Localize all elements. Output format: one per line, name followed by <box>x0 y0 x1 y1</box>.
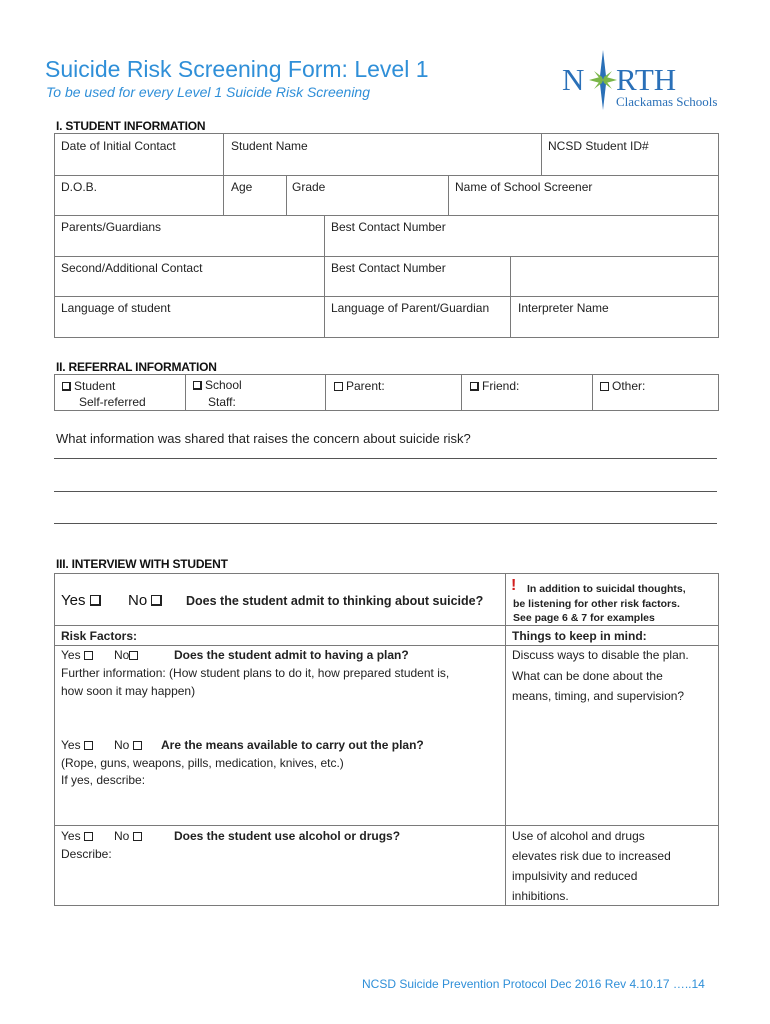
drugs-describe[interactable]: Describe: <box>61 847 112 861</box>
things-to-keep-heading: Things to keep in mind: <box>512 629 647 643</box>
second-contact-field[interactable]: Second/Additional Contact <box>61 261 203 275</box>
referral-student-option[interactable]: Student <box>62 379 115 393</box>
plan-yes-checkbox[interactable] <box>84 651 93 660</box>
means-yes-option[interactable]: Yes <box>61 738 96 752</box>
means-yes-checkbox[interactable] <box>84 741 93 750</box>
concern-question: What information was shared that raises the concern about suicide risk? <box>56 431 471 446</box>
plan-yes-option[interactable]: Yes <box>61 648 96 662</box>
plan-question: Does the student admit to having a plan? <box>174 648 409 662</box>
north-clackamas-logo <box>560 48 725 112</box>
page-footer: NCSD Suicide Prevention Protocol Dec 2016 Rev 4.10.17 …..14 <box>362 977 705 991</box>
student-checkbox[interactable] <box>62 382 71 391</box>
student-name-field[interactable]: Student Name <box>231 139 308 153</box>
drugs-tip-1: Use of alcohol and drugs <box>512 829 645 843</box>
svg-text:RTH: RTH <box>616 62 677 97</box>
compass-star-icon <box>560 48 725 112</box>
answer-line-3[interactable] <box>54 523 717 524</box>
svg-text:Clackamas Schools: Clackamas Schools <box>616 94 718 109</box>
other-checkbox[interactable] <box>600 382 609 391</box>
student-info-heading: I. STUDENT INFORMATION <box>56 119 206 133</box>
ncsd-student-id-field[interactable]: NCSD Student ID# <box>548 139 649 153</box>
drugs-no-option[interactable]: No <box>114 829 145 843</box>
svg-text:N: N <box>562 62 585 97</box>
referral-heading: II. REFERRAL INFORMATION <box>56 360 217 374</box>
plan-further-line-1: Further information: (How student plans to do it, how prepared student is, <box>61 666 450 680</box>
friend-checkbox[interactable] <box>470 382 479 391</box>
note-line-2: be listening for other risk factors. <box>513 598 680 610</box>
referral-other-option[interactable]: Other: <box>600 379 645 393</box>
drugs-tip-2: elevates risk due to increased <box>512 849 671 863</box>
language-parent-field[interactable]: Language of Parent/Guardian <box>331 301 490 315</box>
drugs-yes-option[interactable]: Yes <box>61 829 96 843</box>
referral-parent-option[interactable]: Parent: <box>334 379 385 393</box>
referral-school-sub: Staff: <box>208 395 236 409</box>
note-line-3: See page 6 & 7 for examples <box>513 612 655 624</box>
plan-no-checkbox[interactable] <box>129 651 138 660</box>
referral-student-sub: Self-referred <box>79 395 146 409</box>
plan-tip-2: What can be done about the <box>512 669 663 683</box>
main-question: Does the student admit to thinking about suicide? <box>186 594 484 608</box>
drugs-tip-3: impulsivity and reduced <box>512 869 638 883</box>
grade-field[interactable]: Grade <box>292 180 326 194</box>
means-question: Are the means available to carry out the plan? <box>161 738 424 752</box>
interpreter-name-field[interactable]: Interpreter Name <box>518 301 609 315</box>
drugs-question: Does the student use alcohol or drugs? <box>174 829 401 843</box>
main-yes-checkbox[interactable] <box>90 595 101 606</box>
parents-guardians-field[interactable]: Parents/Guardians <box>61 220 162 234</box>
means-examples: (Rope, guns, weapons, pills, medication, knives, etc.) <box>61 756 344 770</box>
plan-further-line-2: how soon it may happen) <box>61 684 196 698</box>
best-contact-number-field[interactable]: Best Contact Number <box>331 220 446 234</box>
dob-field[interactable]: D.O.B. <box>61 180 98 194</box>
answer-line-2[interactable] <box>54 491 717 492</box>
main-no-option[interactable]: No <box>128 592 165 609</box>
drugs-no-checkbox[interactable] <box>133 832 142 841</box>
school-checkbox[interactable] <box>193 381 202 390</box>
age-field[interactable]: Age <box>231 180 253 194</box>
means-no-checkbox[interactable] <box>133 741 142 750</box>
plan-tip-1: Discuss ways to disable the plan. <box>512 648 689 662</box>
drugs-yes-checkbox[interactable] <box>84 832 93 841</box>
referral-friend-option[interactable]: Friend: <box>470 379 519 393</box>
risk-factors-heading: Risk Factors: <box>61 629 138 643</box>
note-line-1: In addition to suicidal thoughts, <box>527 583 686 595</box>
parent-checkbox[interactable] <box>334 382 343 391</box>
second-best-contact-number-field[interactable]: Best Contact Number <box>331 261 446 275</box>
answer-line-1[interactable] <box>54 458 717 459</box>
plan-tip-3: means, timing, and supervision? <box>512 689 685 703</box>
interview-heading: III. INTERVIEW WITH STUDENT <box>56 557 228 571</box>
drugs-tip-4: inhibitions. <box>512 889 569 903</box>
plan-no-option[interactable]: No <box>114 648 141 662</box>
main-no-checkbox[interactable] <box>151 595 162 606</box>
means-no-option[interactable]: No <box>114 738 145 752</box>
form-title: Suicide Risk Screening Form: Level 1 <box>45 56 429 82</box>
form-subtitle: To be used for every Level 1 Suicide Risk Screening <box>46 84 370 100</box>
date-initial-contact-field[interactable]: Date of Initial Contact <box>61 139 176 153</box>
referral-school-option[interactable]: School <box>193 378 242 392</box>
school-screener-field[interactable]: Name of School Screener <box>455 180 593 194</box>
language-student-field[interactable]: Language of student <box>61 301 171 315</box>
means-describe[interactable]: If yes, describe: <box>61 773 146 787</box>
main-yes-option[interactable]: Yes <box>61 592 104 609</box>
exclamation-icon: ! <box>511 577 517 594</box>
